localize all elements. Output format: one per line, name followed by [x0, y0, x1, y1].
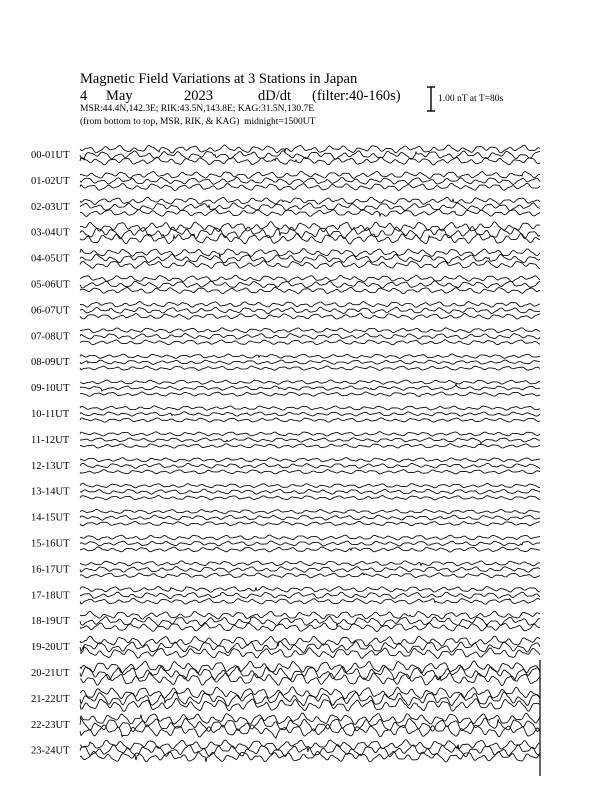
row-label: 11-12UT — [31, 434, 70, 446]
trace-kag — [80, 222, 540, 232]
trace-msr — [80, 287, 540, 293]
trace-msr — [80, 547, 540, 552]
trace-rik — [80, 592, 540, 599]
row-label: 20-21UT — [31, 668, 70, 679]
trace-msr — [80, 157, 540, 165]
row-label: 06-07UT — [31, 305, 70, 317]
trace-msr — [80, 233, 540, 244]
trace-kag — [80, 275, 540, 282]
row-label: 23-24UT — [31, 745, 70, 757]
trace-msr — [80, 392, 540, 397]
trace-rik — [80, 489, 540, 494]
trace-kag — [80, 611, 540, 619]
trace-rik — [80, 227, 540, 239]
row-label: 21-22UT — [31, 693, 70, 705]
trace-kag — [80, 171, 540, 178]
station-order-note: (from bottom to top, MSR, RIK, & KAG) midnight=1500UT — [80, 117, 316, 127]
row-label: 12-13UT — [31, 460, 70, 472]
row-label: 03-04UT — [31, 227, 70, 239]
row-label: 16-17UT — [31, 564, 70, 576]
trace-rik — [80, 463, 540, 468]
trace-msr — [80, 598, 540, 604]
trace-rik — [80, 360, 540, 364]
trace-kag — [80, 328, 540, 333]
row-label: 08-09UT — [31, 357, 70, 369]
row-label: 04-05UT — [31, 253, 70, 265]
trace-kag — [80, 354, 540, 358]
trace-msr — [80, 418, 540, 422]
row-label: 02-03UT — [31, 201, 70, 213]
trace-rik — [80, 281, 540, 288]
row-label: 09-10UT — [31, 383, 70, 395]
row-label: 18-19UT — [31, 616, 70, 628]
row-label: 17-18UT — [31, 590, 70, 602]
trace-kag — [80, 432, 540, 436]
trace-kag — [80, 561, 540, 566]
row-label: 07-08UT — [31, 331, 70, 343]
scale-bar-label: 1.00 nT at T=80s — [438, 94, 504, 104]
trace-rik — [80, 438, 540, 444]
trace-rik — [80, 541, 540, 546]
trace-rik — [80, 412, 540, 416]
trace-msr — [80, 573, 540, 578]
date-month: May — [106, 88, 133, 104]
chart-title: Magnetic Field Variations at 3 Stations in Japan — [80, 71, 358, 87]
trace-msr — [80, 340, 540, 345]
trace-msr — [80, 496, 540, 500]
trace-rik — [80, 254, 540, 263]
date-day: 4 — [80, 88, 88, 104]
trace-rik — [80, 307, 540, 313]
trace-msr — [80, 470, 540, 474]
trace-rik — [80, 641, 540, 652]
trace-kag — [80, 380, 540, 384]
date-year: 2023 — [184, 88, 213, 104]
trace-kag — [80, 145, 540, 153]
station-coordinates: MSR:44.4N,142.3E; RIK:43.5N,143.8E; KAG:31.5N,130.7E — [80, 104, 315, 114]
trace-kag — [80, 406, 540, 410]
row-label: 01-02UT — [31, 175, 70, 187]
trace-msr — [80, 751, 540, 762]
row-label: 14-15UT — [31, 512, 70, 524]
filter-label: (filter:40-160s) — [312, 88, 401, 104]
trace-rik — [80, 515, 540, 520]
trace-rik — [80, 334, 540, 340]
trace-msr — [80, 623, 540, 632]
trace-kag — [80, 636, 540, 646]
trace-kag — [80, 713, 540, 724]
row-label: 10-11UT — [31, 409, 70, 420]
trace-kag — [80, 484, 540, 488]
trace-msr — [80, 521, 540, 525]
row-label: 00-01UT — [31, 150, 70, 161]
trace-msr — [80, 209, 540, 216]
trace-msr — [80, 314, 540, 320]
trace-msr — [80, 444, 540, 448]
trace-kag — [80, 458, 540, 462]
trace-msr — [80, 673, 540, 686]
row-label: 13-14UT — [31, 486, 70, 498]
trace-msr — [80, 366, 540, 370]
row-label: 05-06UT — [31, 279, 70, 291]
traces — [80, 145, 540, 762]
row-label: 15-16UT — [31, 538, 70, 550]
trace-kag — [80, 249, 540, 258]
trace-kag — [80, 535, 540, 540]
row-labels — [31, 150, 70, 757]
quantity-label: dD/dt — [258, 88, 292, 104]
trace-msr — [80, 183, 540, 190]
scale-bar — [427, 87, 435, 111]
row-label: 22-23UT — [31, 719, 70, 731]
trace-kag — [80, 587, 540, 593]
trace-rik — [80, 177, 540, 184]
trace-rik — [80, 384, 540, 391]
trace-rik — [80, 567, 540, 573]
trace-kag — [80, 509, 540, 513]
row-label: 19-20UT — [31, 642, 70, 654]
trace-kag — [80, 302, 540, 308]
trace-rik — [80, 203, 540, 211]
